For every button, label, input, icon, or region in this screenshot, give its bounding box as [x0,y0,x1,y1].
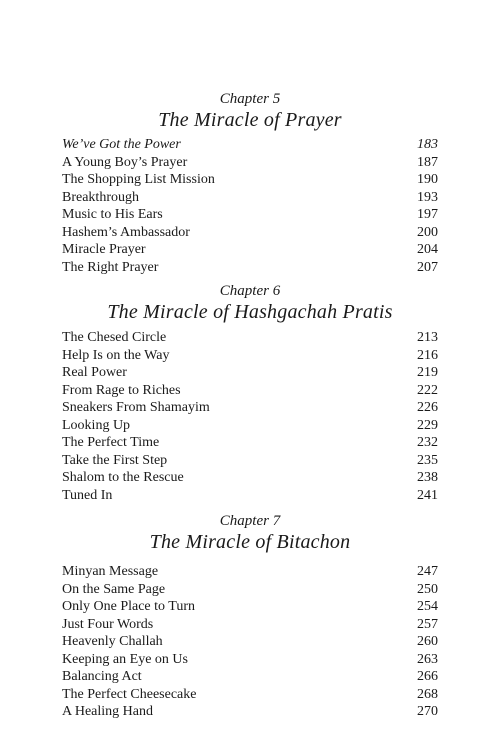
entry-page: 216 [417,347,438,363]
entry-page: 190 [417,172,438,187]
toc-list [62,136,438,276]
entry-page: 257 [417,616,438,632]
toc-entry[interactable] [62,347,438,365]
toc-entry[interactable] [62,399,438,417]
toc-entry[interactable] [62,189,438,207]
toc-entry[interactable] [62,241,438,259]
chapter-section-5 [62,90,438,276]
entry-page: 213 [417,330,438,345]
toc-entry[interactable] [62,206,438,224]
entry-page: 254 [417,599,438,614]
entry-title: The Right Prayer [62,259,159,275]
entry-title: Only One Place to Turn [62,599,195,614]
entry-page: 232 [417,435,438,450]
entry-title: We’ve Got the Power [62,137,181,152]
table-of-contents [62,90,438,721]
toc-entry[interactable] [62,633,438,651]
toc-entry[interactable] [62,487,438,505]
entry-page: 266 [417,669,438,684]
toc-entry[interactable] [62,668,438,686]
chapter-heading [62,90,438,132]
entry-title: Minyan Message [62,564,159,579]
entry-title: Just Four Words [62,616,154,632]
entry-title: Balancing Act [62,669,142,684]
entry-title: Real Power [62,365,127,380]
entry-page: 226 [417,400,438,415]
entry-title: A Healing Hand [62,704,153,719]
chapter-label: Chapter 7 [219,513,281,529]
toc-entry[interactable] [62,581,438,599]
entry-title: The Shopping List Mission [62,172,215,187]
entry-title: Music to His Ears [62,207,163,222]
entry-page: 197 [417,207,438,222]
entry-title: Tuned In [62,487,113,503]
toc-entry[interactable] [62,616,438,634]
chapter-section-7 [62,512,438,721]
entry-page: 250 [417,581,438,597]
chapter-title: The Miracle of Bitachon [149,531,351,553]
toc-entry[interactable] [62,382,438,400]
entry-title: Miracle Prayer [62,242,146,257]
toc-list [62,329,438,504]
toc-entry[interactable] [62,329,438,347]
entry-title: From Rage to Riches [62,382,181,398]
chapter-heading [62,282,438,324]
toc-entry[interactable] [62,259,438,277]
entry-title: Looking Up [62,417,131,433]
entry-title: Keeping an Eye on Us [62,651,188,667]
toc-entry[interactable] [62,469,438,487]
toc-entry[interactable] [62,686,438,704]
toc-entry[interactable] [62,434,438,452]
chapter-heading [62,512,438,554]
toc-entry[interactable] [62,703,438,721]
toc-entry[interactable] [62,417,438,435]
entry-page: 200 [417,224,438,240]
entry-page: 204 [417,242,438,257]
entry-page: 229 [417,417,438,433]
entry-title: Shalom to the Rescue [62,470,184,485]
entry-title: The Perfect Cheesecake [62,686,197,702]
entry-page: 270 [417,704,438,719]
entry-page: 268 [417,686,438,702]
chapter-title: The Miracle of Prayer [158,109,342,131]
entry-page: 247 [417,564,438,579]
chapter-label: Chapter 6 [219,283,281,299]
toc-entry[interactable] [62,598,438,616]
entry-page: 193 [417,189,438,205]
entry-title: The Chesed Circle [62,330,167,345]
entry-page: 235 [417,452,438,468]
toc-entry[interactable] [62,651,438,669]
toc-entry[interactable] [62,563,438,581]
toc-entry[interactable] [62,136,438,154]
entry-title: Hashem’s Ambassador [62,224,190,240]
entry-title: The Perfect Time [62,435,160,450]
chapter-section-6 [62,282,438,504]
entry-page: 183 [417,137,438,152]
entry-title: On the Same Page [62,581,166,597]
entry-title: Heavenly Challah [62,634,163,649]
toc-entry[interactable] [62,171,438,189]
entry-page: 187 [417,154,438,170]
toc-entry[interactable] [62,452,438,470]
entry-page: 241 [417,487,438,503]
toc-entry[interactable] [62,364,438,382]
entry-page: 260 [417,634,438,649]
toc-entry[interactable] [62,154,438,172]
entry-page: 207 [417,259,438,275]
entry-page: 222 [417,382,438,398]
chapter-title: The Miracle of Hashgachah Pratis [107,301,393,323]
entry-title: Breakthrough [62,189,139,205]
entry-title: Sneakers From Shamayim [62,400,210,415]
entry-page: 219 [417,365,438,380]
toc-entry[interactable] [62,224,438,242]
chapter-label: Chapter 5 [219,91,281,107]
entry-page: 238 [417,470,438,485]
entry-title: Help Is on the Way [62,347,170,363]
toc-list [62,563,438,721]
entry-title: Take the First Step [62,452,168,468]
entry-page: 263 [417,651,438,667]
entry-title: A Young Boy’s Prayer [62,154,188,170]
